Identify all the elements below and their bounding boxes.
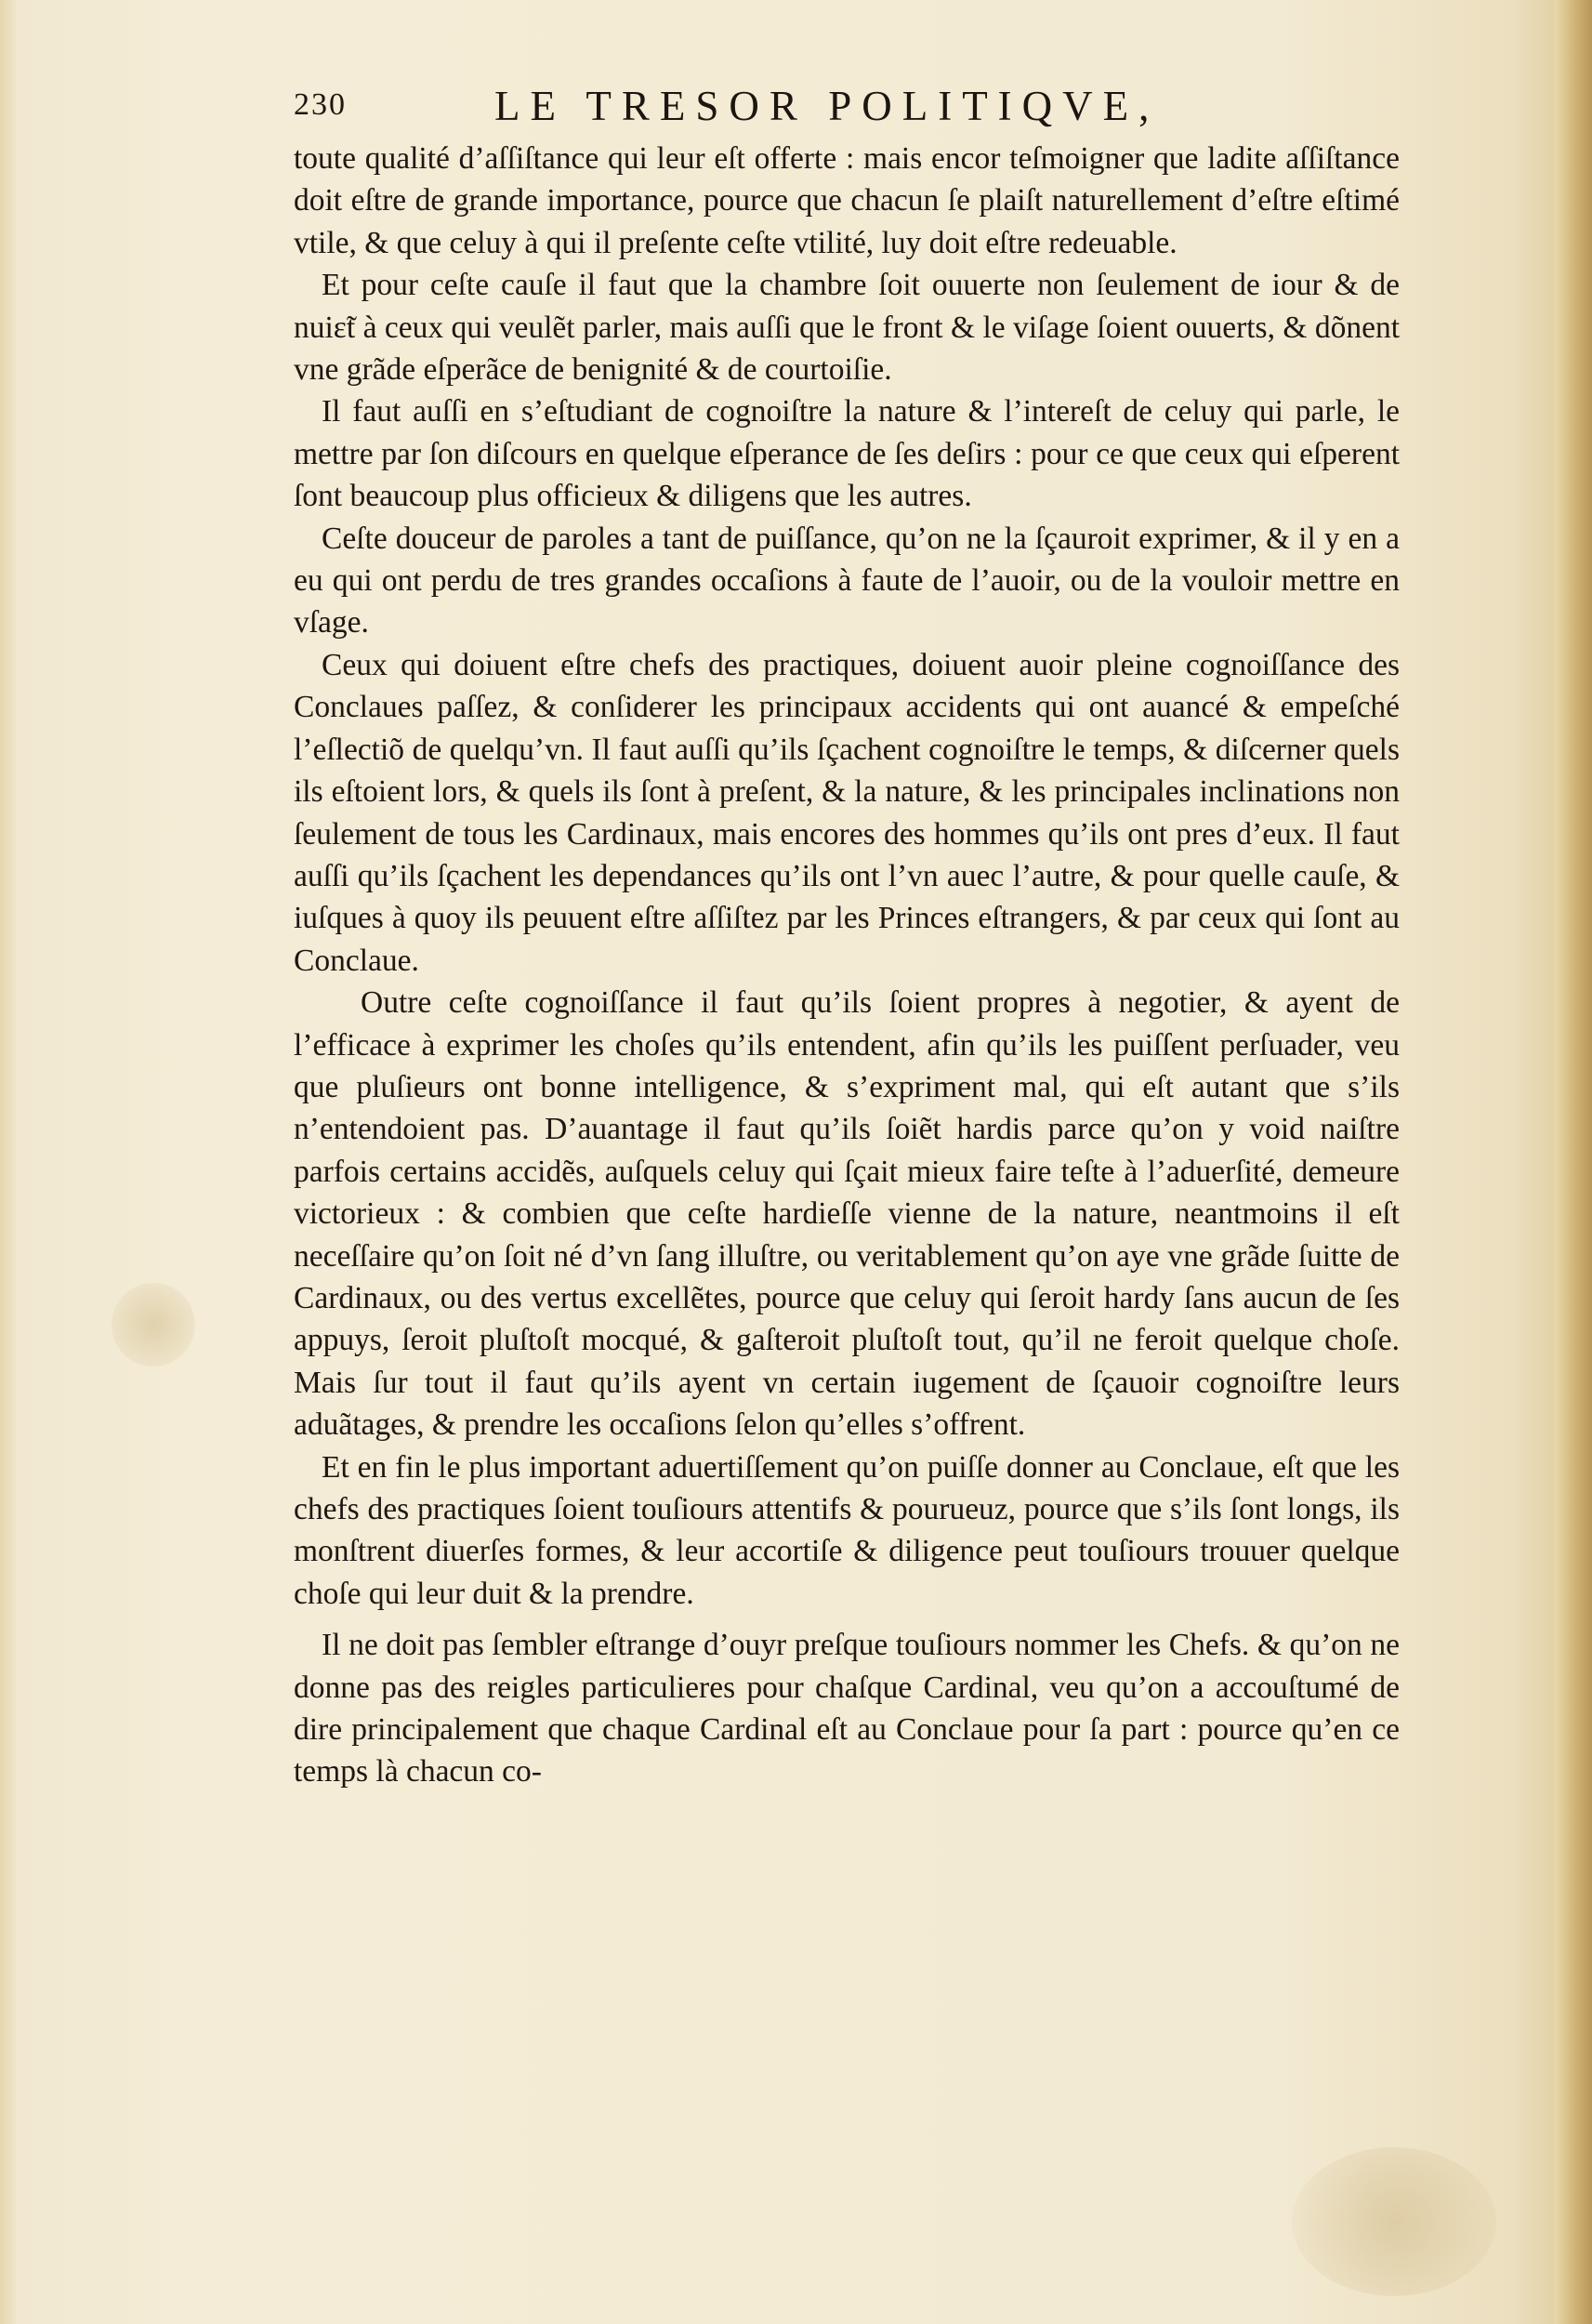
paragraph: Et pour ceſte cauſe il faut que la chambre ſoit ouuerte non ſeulement de iour & de nuiɛ̃t à ceux qui veulẽt parler, mais auſſi que le front & le viſage ſoient ouuerts, & dõnent vne grãde eſperãce de benignité & de courtoiſie. (294, 268, 1400, 388)
paragraph: Il ne doit pas ſembler eſtrange d’ouyr preſque touſiours nommer les Chefs. & qu’on ne donne pas des reigles particulieres pour chaſque Cardinal, veu qu’on a accouſtumé de dire principalement que chaque Cardinal eſt au Conclaue pour ſa part : pource qu’en ce temps là chacun co- (294, 1628, 1400, 1789)
page-left-edge (0, 0, 17, 2324)
page-number: 230 (294, 87, 347, 122)
paper-stain (112, 1283, 195, 1367)
paragraph: Il faut auſſi en s’eſtudiant de cognoiſtre la nature & l’intereſt de celuy qui parle, le mettre par ſon diſcours en quelque eſperance de ſes deſirs : pour ce que ceux qui eſperent ſont beaucoup plus officieux & diligens que les autres. (294, 394, 1400, 514)
paragraph: toute qualité d’aſſiſtance qui leur eſt offerte : mais encor teſmoigner que ladite aſſiſtance doit eſtre de grande importance, pource que chacun ſe plaiſt naturellement d’eſtre eſtimé vtile, & que celuy à qui il preſente ceſte vtilité, luy doit eſtre redeuable. (294, 141, 1400, 260)
body-text (294, 138, 1400, 1793)
paper-stain (1292, 2147, 1496, 2296)
paragraph: Ceſte douceur de paroles a tant de puiſſance, qu’on ne la ſçauroit exprimer, & il y en a eu qui ont perdu de tres grandes occaſions à faute de l’auoir, ou de la vouloir mettre en vſage. (294, 521, 1400, 640)
paragraph: Outre ceſte cognoiſſance il faut qu’ils ſoient propres à negotier, & ayent de l’efficace à exprimer les choſes qu’ils entendent, afin qu’ils les puiſſent perſuader, veu que pluſieurs ont bonne intelligence, & s’expriment mal, qui eſt autant que s’ils n’entendoient pas. D’auantage il faut qu’ils ſoiẽt hardis parce qu’on y void naiſtre parfois certains accidẽs, auſquels celuy qui ſçait mieux faire teſte à l’aduerſité, demeure victorieux : & combien que ceſte hardieſſe vienne de la nature, neantmoins il eſt neceſſaire qu’on ſoit né d’vn ſang illuſtre, ou veritablement qu’on aye vne grãde ſuitte de Cardinaux, ou des vertus excellẽtes, pource que celuy qui ſeroit hardy ſans aucun de ſes appuys, ſeroit pluſtoſt mocqué, & gaſteroit pluſtoſt tout, qu’il ne feroit quelque choſe. Mais ſur tout il faut qu’ils ayent vn certain iugement de ſçauoir cognoiſtre leurs aduãtages, & prendre les occaſions ſelon qu’elles s’offrent. (294, 985, 1400, 1443)
paragraph: Et en fin le plus important aduertiſſement qu’on puiſſe donner au Conclaue, eſt que les chefs des practiques ſoient touſiours attentifs & pourueuz, pource que s’ils ſont longs, ils monſtrent diuerſes formes, & leur accortiſe & diligence peut touſiours trouuer quelque choſe qui leur duit & la prendre. (294, 1449, 1400, 1611)
page-header (294, 82, 1242, 138)
running-title: LE TRESOR POLITIQVE, (494, 83, 1160, 129)
page-binding-edge (1555, 0, 1592, 2324)
paragraph: Ceux qui doiuent eſtre chefs des practiques, doiuent auoir pleine cognoiſſance des Conclaues paſſez, & conſiderer les principaux accidents qui ont auancé & empeſché l’eſlectiõ de quelqu’vn. Il faut auſſi qu’ils ſçachent cognoiſtre le temps, & diſcerner quels ils eſtoient lors, & quels ils ſont à preſent, & la nature, & les principales inclinations non ſeulement de tous les Cardinaux, mais encores des hommes qu’ils ont pres d’eux. Il faut auſſi qu’ils ſçachent les dependances qu’ils ont l’vn auec l’autre, & pour quelle cauſe, & iuſques à quoy ils peuuent eſtre aſſiſtez par les Princes eſtrangers, & par ceux qui ſont au Conclaue. (294, 647, 1400, 978)
